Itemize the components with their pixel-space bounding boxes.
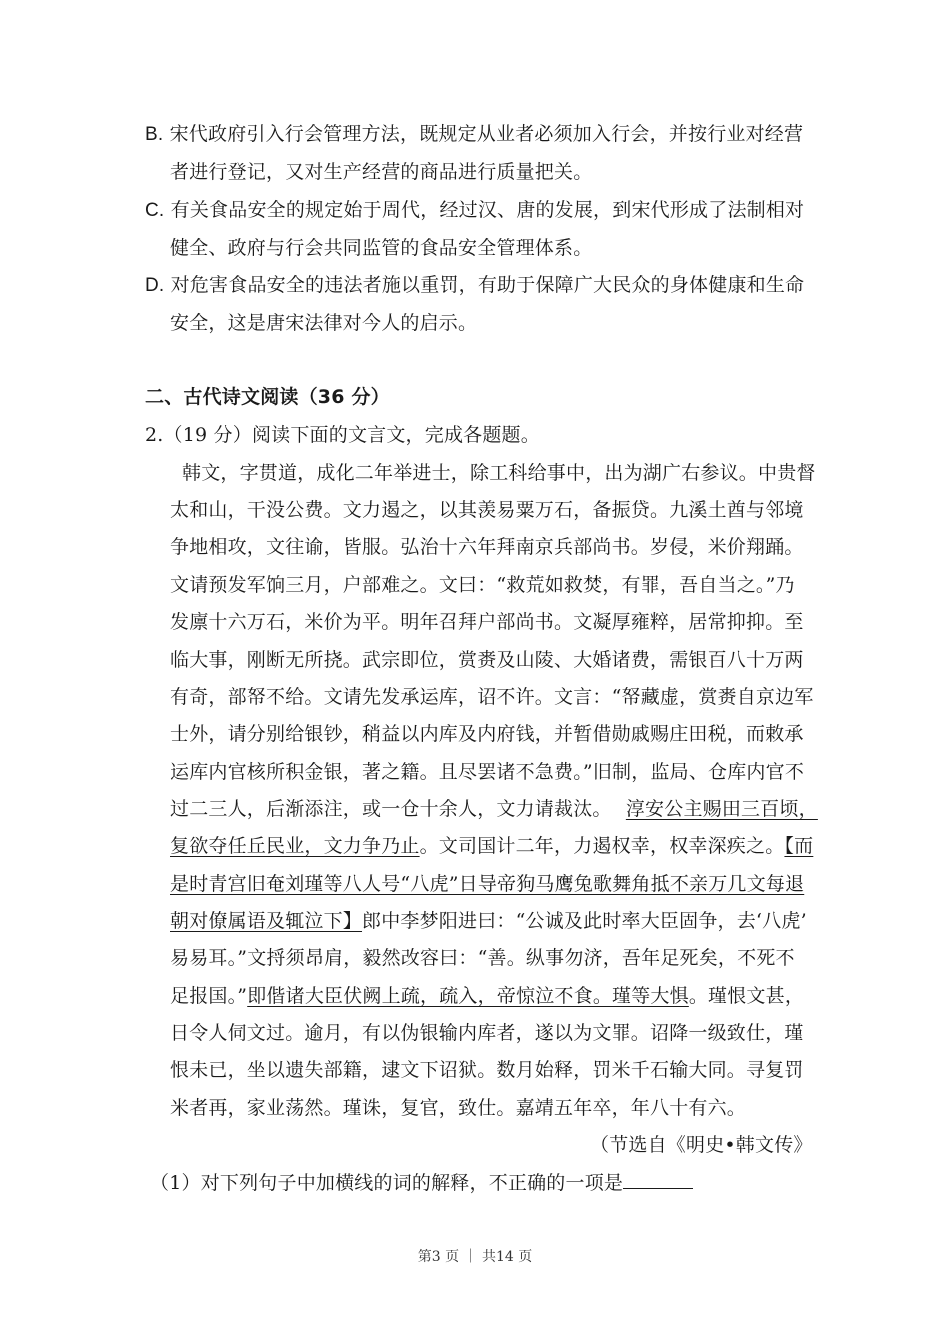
passage-line: 恨未已，坐以遗失部籍，逮文下诏狱。数月始释，罚米千石输大同。寻复罚 [170, 1059, 804, 1081]
passage-text: 。文司国计二年，力遏权幸，权幸深疾之。 [419, 835, 785, 857]
option-c-text: 有关食品安全的规定始于周代，经过汉、唐的发展，到宋代形成了法制相对 [170, 199, 805, 221]
option-c-line1 [145, 198, 804, 223]
passage-line: 发廪十六万石，米价为平。明年召拜户部尚书。文凝厚雍粹，居常抑抑。至 [170, 611, 804, 633]
passage-line: 太和山，干没公费。文力遏之，以其羡易粟万石，备振贷。九溪土酋与邻境 [170, 499, 804, 521]
passage-text: 。瑾恨文甚， [688, 985, 805, 1007]
passage-line: 争地相攻，文往谕，皆服。弘治十六年拜南京兵部尚书。岁侵，米价翔踊。 [170, 536, 804, 558]
option-d-line1 [145, 273, 804, 298]
option-d-letter: D. [145, 275, 165, 296]
bracketed-sentence-end: 朝对僚属语及辄泣下】 [170, 910, 363, 932]
option-d-text: 对危害食品安全的违法者施以重罚，有助于保障广大民众的身体健康和生命 [170, 274, 805, 296]
underlined-sentence-1-cont: 复欲夺任丘民业，文力争乃止 [170, 835, 420, 857]
underlined-sentence-1: 淳安公主赐田三百顷， [625, 798, 818, 820]
underlined-sentence-2: 即偕诸大臣伏阙上疏，疏入，帝惊泣不食。瑾等大惧 [247, 985, 689, 1007]
passage-line: 易易耳。”文捋须昂肩，毅然改容曰：“善。纵事勿济，吾年足死矣，不死不 [170, 947, 795, 969]
option-c-letter: C. [145, 200, 165, 221]
passage-line: 米者再，家业荡然。瑾诛，复官，致仕。嘉靖五年卒，年八十有六。 [170, 1097, 747, 1119]
section-heading: 二、古代诗文阅读（36 分） [145, 386, 390, 408]
page-footer: 第3 页 ｜ 共14 页 [417, 1249, 533, 1265]
passage-line: 士外，请分别给银钞，稍益以内库及内府钱，并暂借勋戚赐庄田税，而敕承 [170, 723, 804, 745]
passage-text: 过二三人，后渐添注，或一仓十余人，文力请裁汰。 [170, 798, 612, 820]
option-b-line1 [145, 122, 803, 147]
passage-line: 有奇，部帑不给。文请先发承运库，诏不许。文言：“帑藏虚，赏赉自京边军 [170, 686, 814, 708]
passage-line: 文请预发军饷三月，户部难之。文曰：“救荒如救焚，有罪，吾自当之。”乃 [170, 574, 795, 596]
passage-line: 临大事，刚断无所挠。武宗即位，赏赉及山陵、大婚诸费，需银百八十万两 [170, 649, 804, 671]
sub-question-1 [150, 1170, 693, 1195]
passage-line: 韩文，字贯道，成化二年举进士，除工科给事中，出为湖广右参议。中贵督 [182, 462, 816, 484]
passage-line [170, 797, 818, 821]
passage-source: （节选自《明史•韩文传》 [590, 1134, 813, 1156]
option-c-line2: 健全、政府与行会共同监管的食品安全管理体系。 [170, 237, 593, 259]
option-d-line2: 安全，这是唐宋法律对今人的启示。 [170, 312, 478, 334]
option-b-text: 宋代政府引入行会管理方法，既规定从业者必须加入行会，并按行业对经营 [169, 123, 804, 145]
passage-text: 郎中李梦阳进曰：“公诚及此时率大臣固争，去‘八虎’ [362, 910, 807, 932]
bracketed-sentence-start: 【而 [784, 835, 814, 857]
question-header: 2.（19 分）阅读下面的文言文，完成各题题。 [145, 424, 540, 446]
option-b-line2: 者进行登记，又对生产经营的商品进行质量把关。 [170, 161, 593, 183]
sub-question-1-text: （1）对下列句子中加横线的词的解释，不正确的一项是 [150, 1172, 624, 1194]
passage-text: 足报国。” [170, 985, 248, 1007]
passage-line: 日令人伺文过。逾月，有以伪银输内库者，遂以为文罪。诏降一级致仕，瑾 [170, 1022, 804, 1044]
passage-line: 运库内官核所积金银，著之籍。且尽罢诸不急费。”旧制，监局、仓库内官不 [170, 761, 805, 783]
passage-line [170, 834, 813, 858]
passage-line [170, 909, 807, 933]
bracketed-sentence: 是时青宫旧奄刘瑾等八人号“八虎”日导帝狗马鹰兔歌舞角抵不亲万几文每退 [170, 873, 805, 895]
answer-blank [623, 1170, 693, 1189]
passage-line [170, 984, 804, 1008]
option-b-letter: B. [145, 124, 164, 145]
